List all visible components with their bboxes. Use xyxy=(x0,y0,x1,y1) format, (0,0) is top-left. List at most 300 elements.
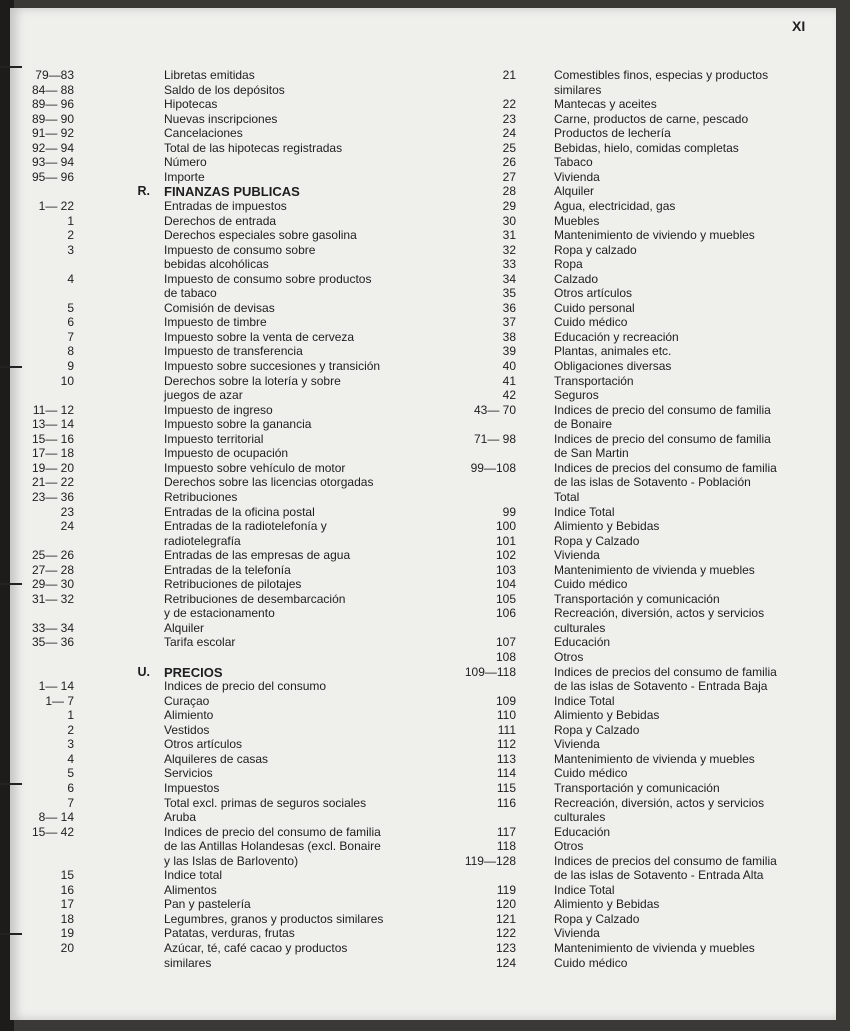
table-number: 115 xyxy=(496,780,516,795)
table-number: 107 xyxy=(495,635,516,650)
right-entry xyxy=(410,854,810,869)
right-entry xyxy=(410,606,810,621)
right-entry xyxy=(410,374,810,389)
left-entry xyxy=(0,679,400,694)
left-entry xyxy=(0,563,400,578)
entry-text: Otros xyxy=(554,650,584,664)
table-number: 4 xyxy=(67,751,74,766)
table-number: 2 xyxy=(67,228,74,243)
table-number: 108 xyxy=(495,650,516,664)
entry-text: Mantenimiento de viviendo y muebles xyxy=(554,228,755,243)
table-number: 17 xyxy=(60,897,74,912)
entry-text: Recreación, diversión, actos y servicios xyxy=(554,795,765,810)
right-entry xyxy=(410,199,810,214)
right-entry xyxy=(410,839,810,854)
left-entry xyxy=(0,912,400,927)
right-entry xyxy=(410,388,810,403)
entry-text: Educación y recreación xyxy=(554,329,679,344)
entry-text: Recreación, diversión, actos y servicios xyxy=(554,606,765,621)
entry-text: similares xyxy=(164,955,212,970)
table-number: 24 xyxy=(60,519,74,534)
table-number: 43— 70 xyxy=(473,402,516,417)
entry-text: Impuesto territorial xyxy=(164,431,264,446)
entry-text: Plantas, animales etc. xyxy=(554,344,672,359)
table-number: 35 xyxy=(502,286,516,301)
left-entry xyxy=(0,344,400,359)
right-entry xyxy=(410,315,810,330)
left-entry xyxy=(0,112,400,127)
entry-text: Entradas de impuestos xyxy=(164,198,287,213)
left-entry xyxy=(0,126,400,141)
entry-text: Bebidas, hielo, comidas completas xyxy=(554,140,739,155)
right-entry xyxy=(410,286,810,301)
left-entry xyxy=(0,315,400,330)
entry-text: Derechos de entrada xyxy=(164,213,277,228)
right-entry xyxy=(410,650,810,665)
entry-text: Alimiento xyxy=(164,708,214,723)
table-number: 17— 18 xyxy=(31,446,74,461)
left-entry xyxy=(0,956,400,971)
right-entry xyxy=(410,330,810,345)
table-number: 102 xyxy=(495,548,516,563)
table-number: 41 xyxy=(502,373,516,388)
table-number: 116 xyxy=(496,795,516,810)
entry-text: Indice Total xyxy=(554,693,615,708)
right-entry xyxy=(410,810,810,825)
table-number: 114 xyxy=(496,766,516,781)
table-number: 109—118 xyxy=(464,664,516,679)
entry-text: Otros artículos xyxy=(554,286,633,301)
entry-text: Ropa y calzado xyxy=(554,242,637,257)
entry-text: Alimentos xyxy=(164,882,217,897)
table-number: 32 xyxy=(502,242,516,257)
entry-text: Cuido personal xyxy=(554,300,635,315)
page-number: XI xyxy=(792,18,806,34)
entry-text: Indices de precios del consumo de familia xyxy=(554,664,777,679)
entry-text: Transportación y comunicación xyxy=(554,591,720,606)
table-number: 35— 36 xyxy=(31,635,74,650)
entry-text: Mantenimiento de vivienda y muebles xyxy=(554,941,755,955)
entry-text: Número xyxy=(164,155,207,170)
table-number: 33 xyxy=(502,257,516,272)
entry-text: Cuido médico xyxy=(554,577,628,592)
entry-text: Mantenimiento de vivienda y muebles xyxy=(554,751,755,766)
entry-text: Indices de precio del consumo xyxy=(164,679,327,694)
table-number: 71— 98 xyxy=(473,431,516,446)
right-entry xyxy=(410,563,810,578)
entry-text: culturales xyxy=(554,810,606,825)
table-number: 122 xyxy=(495,926,516,941)
left-entry xyxy=(0,534,400,549)
entry-text: de las Antillas Holandesas (excl. Bonaire xyxy=(164,839,381,854)
table-number: 3 xyxy=(67,737,74,752)
table-number: 1— 14 xyxy=(38,679,74,694)
entry-text: bebidas alcohólicas xyxy=(164,257,269,272)
table-number: 99 xyxy=(502,504,516,519)
table-number: 22 xyxy=(502,97,516,112)
left-entry xyxy=(0,635,400,650)
left-entry xyxy=(0,825,400,840)
right-entry xyxy=(410,446,810,461)
section-heading: FINANZAS PUBLICAS xyxy=(164,184,300,200)
left-entry xyxy=(0,68,400,83)
entry-text: Impuesto de timbre xyxy=(164,315,267,330)
table-number: 117 xyxy=(496,824,516,839)
entry-text: Indice Total xyxy=(554,504,615,519)
entry-text: Vivienda xyxy=(554,169,600,184)
left-entry xyxy=(0,810,400,825)
left-entry xyxy=(0,737,400,752)
entry-text: Vivienda xyxy=(554,926,600,941)
entry-text: Saldo de los depósitos xyxy=(164,82,285,97)
entry-text: Impuesto sobre succesiones y transición xyxy=(164,359,381,373)
entry-text: Educación xyxy=(554,824,611,839)
table-number: 29— 30 xyxy=(31,577,74,592)
entry-text: Seguros xyxy=(554,388,599,403)
entry-text: Transportación xyxy=(554,373,634,388)
entry-text: Patatas, verduras, frutas xyxy=(164,926,295,941)
right-entry xyxy=(410,534,810,549)
table-number: 21— 22 xyxy=(31,475,74,490)
right-entry xyxy=(410,796,810,811)
left-entry xyxy=(0,432,400,447)
entry-text: Total de las hipotecas registradas xyxy=(164,140,343,155)
left-entry xyxy=(0,170,400,185)
right-entry xyxy=(410,708,810,723)
entry-text: Indice Total xyxy=(554,882,615,897)
table-number: 8— 14 xyxy=(38,810,74,825)
table-number: 15— 42 xyxy=(31,824,74,839)
table-number: 18 xyxy=(60,911,74,926)
right-entry xyxy=(410,941,810,956)
left-entry xyxy=(0,883,400,898)
table-number: 4 xyxy=(67,271,74,286)
table-number: 120 xyxy=(495,897,516,912)
section-letter: R. xyxy=(137,184,150,199)
right-entry xyxy=(410,272,810,287)
entry-text: Cuido médico xyxy=(554,766,628,781)
table-number: 23— 36 xyxy=(31,489,74,504)
entry-text: similares xyxy=(554,82,602,97)
entry-text: Otros artículos xyxy=(164,737,243,752)
entry-text: Entradas de la telefonía xyxy=(164,562,291,577)
right-entry xyxy=(410,825,810,840)
right-entry xyxy=(410,519,810,534)
entry-text: Productos de lechería xyxy=(554,126,671,141)
entry-text: Entradas de las empresas de agua xyxy=(164,548,351,563)
left-entry xyxy=(0,374,400,389)
right-entry xyxy=(410,752,810,767)
entry-text: Educación xyxy=(554,635,611,650)
left-entry xyxy=(0,897,400,912)
entry-text: Ropa y Calzado xyxy=(554,722,640,737)
entry-text: radiotelegrafía xyxy=(164,533,241,548)
entry-text: Azúcar, té, café cacao y productos xyxy=(164,941,348,955)
right-entry xyxy=(410,766,810,781)
entry-text: Vestidos xyxy=(164,722,210,737)
left-entry xyxy=(0,199,400,214)
right-entry xyxy=(410,461,810,476)
table-number: 23 xyxy=(502,111,516,126)
entry-text: Impuesto sobre vehículo de motor xyxy=(164,460,346,475)
entry-text: Legumbres, granos y productos similares xyxy=(164,911,384,926)
entry-text: Cuido médico xyxy=(554,315,628,330)
entry-text: Alimiento y Bebidas xyxy=(554,897,660,912)
right-entry xyxy=(410,883,810,898)
right-entry xyxy=(410,548,810,563)
right-entry xyxy=(410,694,810,709)
table-number: 29 xyxy=(502,198,516,213)
entry-text: de San Martin xyxy=(554,446,629,461)
table-number: 25 xyxy=(502,140,516,155)
left-entry xyxy=(0,665,400,680)
table-number: 1— 7 xyxy=(45,693,74,708)
table-number: 99—108 xyxy=(470,460,516,475)
entry-text: Ropa y Calzado xyxy=(554,533,640,548)
table-number: 24 xyxy=(502,126,516,141)
right-entry xyxy=(410,897,810,912)
entry-text: Alimiento y Bebidas xyxy=(554,708,660,723)
table-number: 113 xyxy=(496,751,516,766)
left-entry xyxy=(0,868,400,883)
table-number: 37 xyxy=(502,315,516,330)
left-entry xyxy=(0,286,400,301)
right-entry xyxy=(410,490,810,505)
entry-text: Comisión de devisas xyxy=(164,300,275,315)
entry-text: Impuesto de ocupación xyxy=(164,446,289,461)
right-entry xyxy=(410,475,810,490)
right-entry xyxy=(410,301,810,316)
entry-text: Indices de precio del consumo de familia xyxy=(164,824,381,839)
table-number: 101 xyxy=(495,533,516,548)
right-entry xyxy=(410,228,810,243)
entry-text: Entradas de la oficina postal xyxy=(164,504,315,519)
entry-text: Cuido médico xyxy=(554,955,628,970)
left-entry xyxy=(0,446,400,461)
entry-text: Ropa y Calzado xyxy=(554,911,640,926)
table-number: 119 xyxy=(496,882,516,897)
table-number: 40 xyxy=(502,359,516,373)
table-number: 6 xyxy=(67,315,74,330)
left-entry xyxy=(0,490,400,505)
left-entry xyxy=(0,505,400,520)
right-entry xyxy=(410,577,810,592)
right-entry xyxy=(410,257,810,272)
left-entry xyxy=(0,621,400,636)
right-entry xyxy=(410,344,810,359)
table-number: 104 xyxy=(495,577,516,592)
entry-text: Tabaco xyxy=(554,155,593,170)
left-entry xyxy=(0,723,400,738)
right-entry xyxy=(410,432,810,447)
table-number: 1 xyxy=(67,708,74,723)
table-number: 2 xyxy=(67,722,74,737)
table-number: 5 xyxy=(67,300,74,315)
right-entry xyxy=(410,68,810,83)
left-entry xyxy=(0,141,400,156)
entry-text: Vivienda xyxy=(554,737,600,752)
entry-text: Derechos sobre las licencias otorgadas xyxy=(164,475,374,490)
left-entry xyxy=(0,854,400,869)
entry-text: Alquileres de casas xyxy=(164,751,269,766)
entry-text: Impuestos xyxy=(164,780,220,795)
right-entry xyxy=(410,926,810,941)
table-number: 7 xyxy=(67,329,74,344)
table-number: 10 xyxy=(60,373,74,388)
entry-text: y las Islas de Barlovento) xyxy=(164,853,299,868)
left-entry xyxy=(0,708,400,723)
table-number: 110 xyxy=(496,708,516,723)
table-number: 84— 88 xyxy=(31,82,74,97)
table-number: 103 xyxy=(495,562,516,577)
entry-text: Carne, productos de carne, pescado xyxy=(554,111,749,126)
table-number: 124 xyxy=(495,955,516,970)
right-entry xyxy=(410,184,810,199)
left-entry xyxy=(0,359,400,374)
left-entry xyxy=(0,839,400,854)
entry-text: Indice total xyxy=(164,868,223,883)
left-entry xyxy=(0,461,400,476)
entry-text: Aruba xyxy=(164,810,197,825)
entry-text: de las islas de Sotavento - Entrada Baja xyxy=(554,679,768,694)
table-number: 16 xyxy=(60,882,74,897)
entry-text: Indices de precio del consumo de familia xyxy=(554,402,771,417)
table-number: 11— 12 xyxy=(32,402,74,417)
entry-text: Impuesto de consumo sobre xyxy=(164,242,316,257)
entry-text: Importe xyxy=(164,169,205,184)
table-number: 30 xyxy=(502,213,516,228)
left-entry xyxy=(0,548,400,563)
table-number: 36 xyxy=(502,300,516,315)
left-entry xyxy=(0,752,400,767)
entry-text: de Bonaire xyxy=(554,417,613,432)
table-number: 79—83 xyxy=(35,68,74,82)
entry-text: y de estacionamento xyxy=(164,606,275,621)
table-number: 5 xyxy=(67,766,74,781)
table-number: 27 xyxy=(502,169,516,184)
left-entry xyxy=(0,577,400,592)
left-entry xyxy=(0,475,400,490)
left-entry xyxy=(0,606,400,621)
table-number: 109 xyxy=(495,693,516,708)
right-entry xyxy=(410,592,810,607)
right-entry xyxy=(410,417,810,432)
entry-text: juegos de azar xyxy=(164,388,243,403)
table-number: 106 xyxy=(495,606,516,621)
entry-text: Alquiler xyxy=(164,620,205,635)
table-number: 42 xyxy=(502,388,516,403)
entry-text: Derechos especiales sobre gasolina xyxy=(164,228,357,243)
left-entry xyxy=(0,781,400,796)
right-entry xyxy=(410,243,810,258)
table-number: 100 xyxy=(495,519,516,534)
entry-text: Cancelaciones xyxy=(164,126,243,141)
entry-text: de las islas de Sotavento - Población xyxy=(554,475,751,490)
table-number: 31 xyxy=(502,228,516,243)
left-entry xyxy=(0,214,400,229)
entry-text: Impuesto sobre la ganancia xyxy=(164,417,312,432)
table-number: 8 xyxy=(67,344,74,359)
entry-text: Impuesto de transferencia xyxy=(164,344,303,359)
right-entry xyxy=(410,97,810,112)
table-number: 92— 94 xyxy=(31,140,74,155)
table-number: 38 xyxy=(502,329,516,344)
entry-text: Total xyxy=(554,489,580,504)
entry-text: Servicios xyxy=(164,766,213,781)
table-number: 15 xyxy=(60,868,74,883)
section-heading: PRECIOS xyxy=(164,664,223,680)
table-number: 121 xyxy=(495,911,516,926)
entry-text: Impuesto de ingreso xyxy=(164,402,273,417)
left-entry xyxy=(0,83,400,98)
entry-text: Retribuciones de pilotajes xyxy=(164,577,302,592)
left-entry xyxy=(0,97,400,112)
right-entry xyxy=(410,621,810,636)
left-entry xyxy=(0,184,400,199)
left-entry xyxy=(0,155,400,170)
table-number: 19 xyxy=(60,926,74,941)
table-number: 21 xyxy=(502,68,516,82)
entry-text: de tabaco xyxy=(164,286,217,301)
table-number: 111 xyxy=(497,722,516,737)
table-number: 23 xyxy=(60,504,74,519)
table-number: 89— 96 xyxy=(31,97,74,112)
left-entry xyxy=(0,388,400,403)
right-entry xyxy=(410,868,810,883)
right-entry xyxy=(410,126,810,141)
entry-text: Pan y pastelería xyxy=(164,897,251,912)
left-entry xyxy=(0,650,400,665)
left-entry xyxy=(0,941,400,956)
entry-text: Obligaciones diversas xyxy=(554,359,672,373)
right-entry xyxy=(410,912,810,927)
table-number: 33— 34 xyxy=(31,620,74,635)
left-entry xyxy=(0,417,400,432)
table-number: 91— 92 xyxy=(31,126,74,141)
entry-text: Mantecas y aceites xyxy=(554,97,657,112)
left-entry xyxy=(0,519,400,534)
entry-text: Curaçao xyxy=(164,693,210,708)
table-number: 27— 28 xyxy=(31,562,74,577)
table-number: 89— 90 xyxy=(31,111,74,126)
table-number: 93— 94 xyxy=(31,155,74,170)
entry-text: Libretas emitidas xyxy=(164,68,255,82)
table-number: 31— 32 xyxy=(31,591,74,606)
entry-text: Alimiento y Bebidas xyxy=(554,519,660,534)
left-entry xyxy=(0,694,400,709)
entry-text: Retribuciones de desembarcación xyxy=(164,591,346,606)
left-entry xyxy=(0,301,400,316)
right-entry xyxy=(410,635,810,650)
table-number: 25— 26 xyxy=(31,548,74,563)
table-number: 13— 14 xyxy=(31,417,74,432)
right-entry xyxy=(410,112,810,127)
table-number: 34 xyxy=(502,271,516,286)
right-entry xyxy=(410,781,810,796)
table-number: 119—128 xyxy=(464,853,516,868)
entry-text: Impuesto de consumo sobre productos xyxy=(164,271,372,286)
right-entry xyxy=(410,505,810,520)
entry-text: Tarifa escolar xyxy=(164,635,236,650)
right-entry xyxy=(410,723,810,738)
entry-text: Entradas de la radiotelefonía y xyxy=(164,519,327,534)
right-entry xyxy=(410,141,810,156)
table-number: 3 xyxy=(67,242,74,257)
table-number: 118 xyxy=(496,839,516,854)
table-number: 95— 96 xyxy=(31,169,74,184)
entry-text: Derechos sobre la lotería y sobre xyxy=(164,373,341,388)
entry-text: de las islas de Sotavento - Entrada Alta xyxy=(554,868,764,883)
